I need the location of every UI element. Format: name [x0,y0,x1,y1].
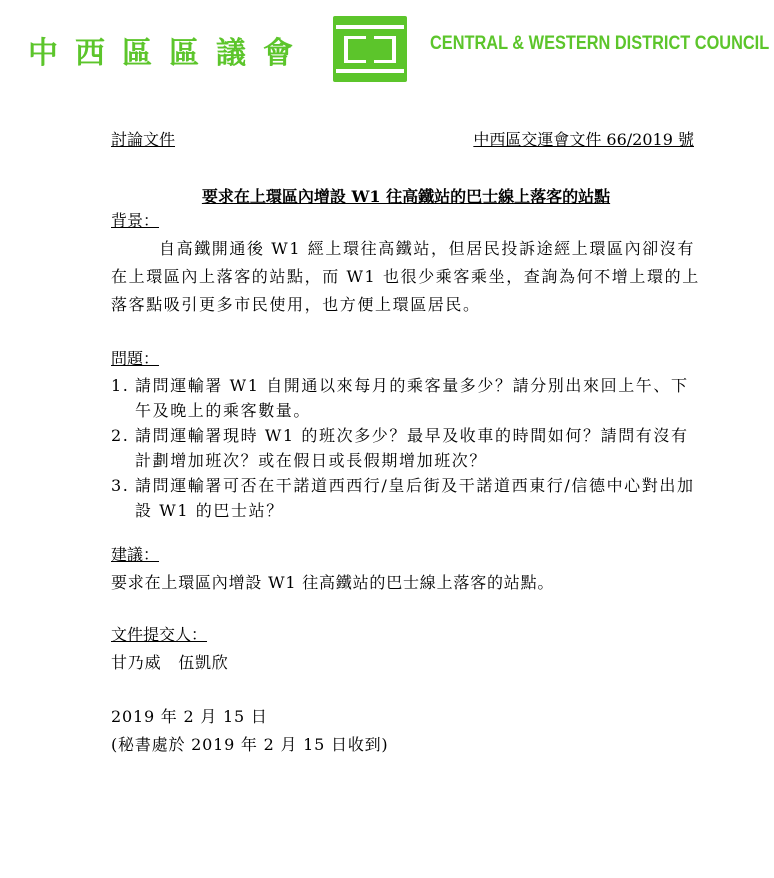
received-date: (秘書處於 2019 年 2 月 15 日收到) [111,735,389,754]
question-text: 請問運輸署 W1 自開通以來每月的乘客量多少？請分別出來回上午、下午及晚上的乘客數量。 [135,376,689,420]
document-number: 中西區交運會文件 66/2019 號 [473,130,694,149]
background-section [111,207,701,319]
document-type-label: 討論文件 [111,130,176,149]
question-text: 請問運輸署現時 W1 的班次多少？最早及收車的時間如何？請問有沒有計劃增加班次？或在假日或長假期增加班次？ [135,426,689,470]
council-name-chinese: 中西區區議會 [28,36,310,71]
date-section [111,703,701,759]
questions-list [111,373,701,523]
questions-heading: 問題： [111,349,160,368]
question-text: 請問運輸署可否在干諾道西西行/皇后街及干諾道西東行/信德中心對出加設 W1 的巴士站？ [135,476,695,520]
background-heading: 背景： [111,211,160,230]
list-item [111,373,701,423]
question-number: 2. [111,426,130,445]
suggestion-heading: 建議： [111,545,160,564]
questions-section [111,345,701,523]
district-council-emblem-icon [333,16,407,82]
question-number: 1. [111,376,130,395]
council-name-english: CENTRAL & WESTERN DISTRICT COUNCIL [430,33,770,54]
suggestion-section [111,541,701,597]
suggestion-text: 要求在上環區內增設 W1 往高鐵站的巴士線上落客的站點。 [111,573,555,592]
submitters-section [111,621,701,677]
letterhead [0,0,774,95]
background-paragraph: 自高鐵開通後 W1 經上環往高鐵站，但居民投訴途經上環區內卻沒有在上環區內上落客的站點，而 W1 也很少乘客乘坐，查詢為何不增上環的上落客點吸引更多市民使用，也方便上環區居民。 [111,239,700,314]
submitters-heading: 文件提交人： [111,625,208,644]
list-item [111,423,701,473]
document-date: 2019 年 2 月 15 日 [111,707,268,726]
question-number: 3. [111,476,130,495]
list-item [111,473,701,523]
document-title: 要求在上環區內增設 W1 往高鐵站的巴士線上落客的站點 [201,187,611,206]
submitter-names: 甘乃威 伍凱欣 [111,653,229,672]
